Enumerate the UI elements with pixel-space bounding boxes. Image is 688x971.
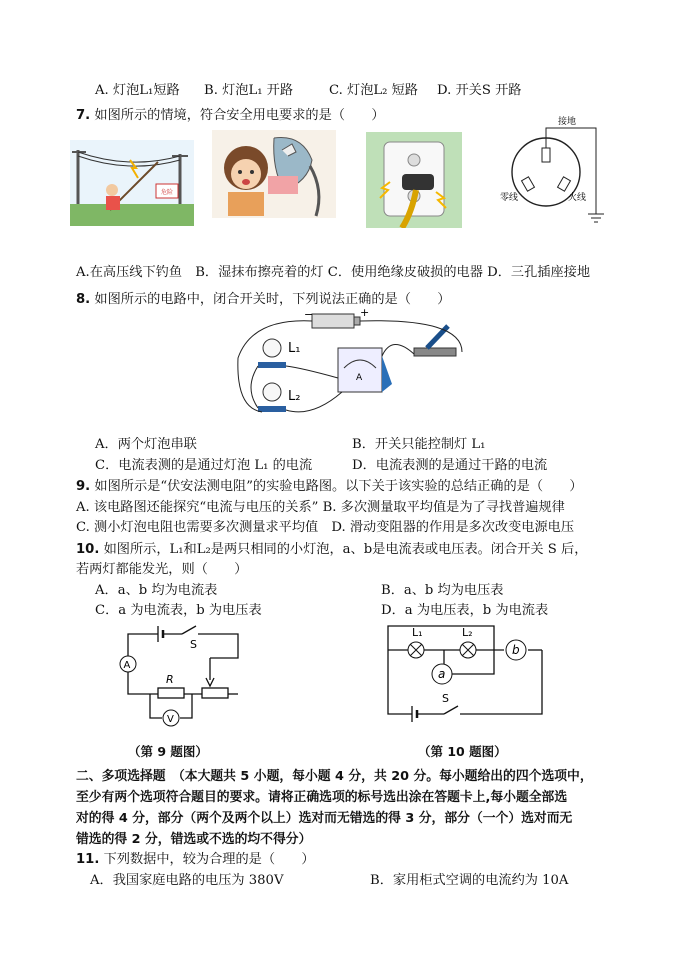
svg-text:危险: 危险	[160, 189, 174, 196]
q6-option-a: A. 灯泡L₁短路	[95, 83, 180, 98]
q11-option-b: B．家用柜式空调的电流约为 10A	[370, 873, 569, 888]
ammeter-label: A	[356, 373, 363, 383]
q9-resistor-label: R	[166, 673, 174, 686]
q7-question	[76, 104, 385, 123]
q10-switch-label: S	[442, 692, 449, 705]
q9-switch-label: S	[190, 638, 197, 651]
q8-option-c: C．电流表测的是通过灯泡 L₁ 的电流	[95, 458, 313, 473]
q8-option-a: A．两个灯泡串联	[95, 437, 197, 452]
live-label: 火线	[568, 193, 587, 203]
q8-question	[76, 288, 450, 307]
q9-line-3: C. 测小灯泡电阻也需要多次测量求平均值 D. 滑动变阻器的作用是多次改变电源电压	[76, 520, 575, 535]
fishing-under-powerline-illustration	[70, 140, 194, 226]
q6-option-c: C. 灯泡L₂ 短路	[329, 83, 418, 98]
ground-label: 接地	[558, 117, 577, 127]
q10-option-d: D．a 为电压表，b 为电流表	[381, 603, 549, 618]
q10-option-c: C．a 为电流表，b 为电压表	[95, 603, 262, 618]
three-hole-socket-grounding-diagram	[500, 110, 604, 230]
q10-line-2: 若两灯都能发光，则（ ）	[76, 562, 248, 577]
q6-option-d: D. 开关S 开路	[437, 83, 522, 98]
q8-option-b: B．开关只能控制灯 L₁	[352, 437, 486, 452]
lamp-l1-label: L₁	[288, 341, 301, 356]
q10-number: 10.	[76, 542, 100, 557]
damaged-plug-illustration	[366, 132, 462, 228]
q11-question	[76, 848, 315, 867]
q10-stem: 如图所示，L₁和L₂是两只相同的小灯泡，a、b是电流表或电压表。闭合开关 S 后，	[103, 542, 588, 557]
q10-l2-label: L₂	[462, 626, 473, 639]
q8-stem: 如图所示的电路中，闭合开关时，下列说法正确的是（ ）	[94, 292, 451, 307]
svg-text:+: +	[360, 308, 370, 319]
q7-options: A.在高压线下钓鱼 B．湿抹布擦亮着的灯 C．使用绝缘皮破损的电器 D．三孔插座接地	[76, 265, 591, 280]
q10-circuit-diagram	[382, 620, 552, 732]
svg-text:−: −	[304, 308, 314, 321]
q9-ammeter-label: A	[123, 660, 131, 671]
q10-question	[76, 538, 587, 557]
q9-voltmeter-label: V	[167, 714, 174, 725]
section2-line-1: 二、多项选择题 （本大题共 5 小题，每小题 4 分，共 20 分。每小题给出的四个选项中，	[76, 769, 593, 784]
section2-line-2: 至少有两个选项符合题目的要求。请将正确选项的标号选出涂在答题卡上,每小题全部选	[76, 790, 568, 805]
q10-meter-b-label: b	[512, 643, 520, 657]
q6-option-b: B. 灯泡L₁ 开路	[204, 83, 294, 98]
q7-number: 7.	[76, 108, 91, 123]
wet-cloth-lamp-illustration	[212, 130, 336, 218]
q9-line-2: A. 该电路图还能探究“电流与电压的关系” B. 多次测量取平均值是为了寻找普遍规律	[76, 500, 565, 515]
neutral-label: 零线	[500, 193, 519, 203]
q11-number: 11.	[76, 852, 100, 867]
q9-stem: 如图所示是“伏安法测电阻”的实验电路图。以下关于该实验的总结正确的是（ ）	[94, 479, 583, 494]
section2-line-4: 错选的得 2 分，错选或不选的均不得分）	[76, 832, 312, 847]
q10-figure-caption: （第 10 题图）	[418, 744, 507, 759]
section2-line-3: 对的得 4 分，部分（两个及两个以上）选对而无错选的得 3 分，部分（一个）选对而无	[76, 811, 573, 826]
lamp-l2-label: L₂	[288, 389, 301, 404]
q9-number: 9.	[76, 479, 91, 494]
q8-circuit-illustration	[232, 308, 472, 426]
q10-meter-a-label: a	[438, 667, 446, 681]
q9-figure-caption: （第 9 题图）	[128, 744, 208, 759]
q8-number: 8.	[76, 292, 91, 307]
q7-stem: 如图所示的情境，符合安全用电要求的是（ ）	[94, 108, 385, 123]
q11-stem: 下列数据中，较为合理的是（ ）	[103, 852, 315, 867]
q10-option-a: A．a、b 均为电流表	[95, 583, 218, 598]
q8-option-d: D．电流表测的是通过干路的电流	[352, 458, 548, 473]
q10-l1-label: L₁	[412, 626, 423, 639]
q9-question	[76, 475, 583, 494]
q9-circuit-diagram	[110, 620, 250, 732]
q10-option-b: B．a、b 均为电压表	[381, 583, 504, 598]
q11-option-a: A．我国家庭电路的电压为 380V	[90, 873, 284, 888]
